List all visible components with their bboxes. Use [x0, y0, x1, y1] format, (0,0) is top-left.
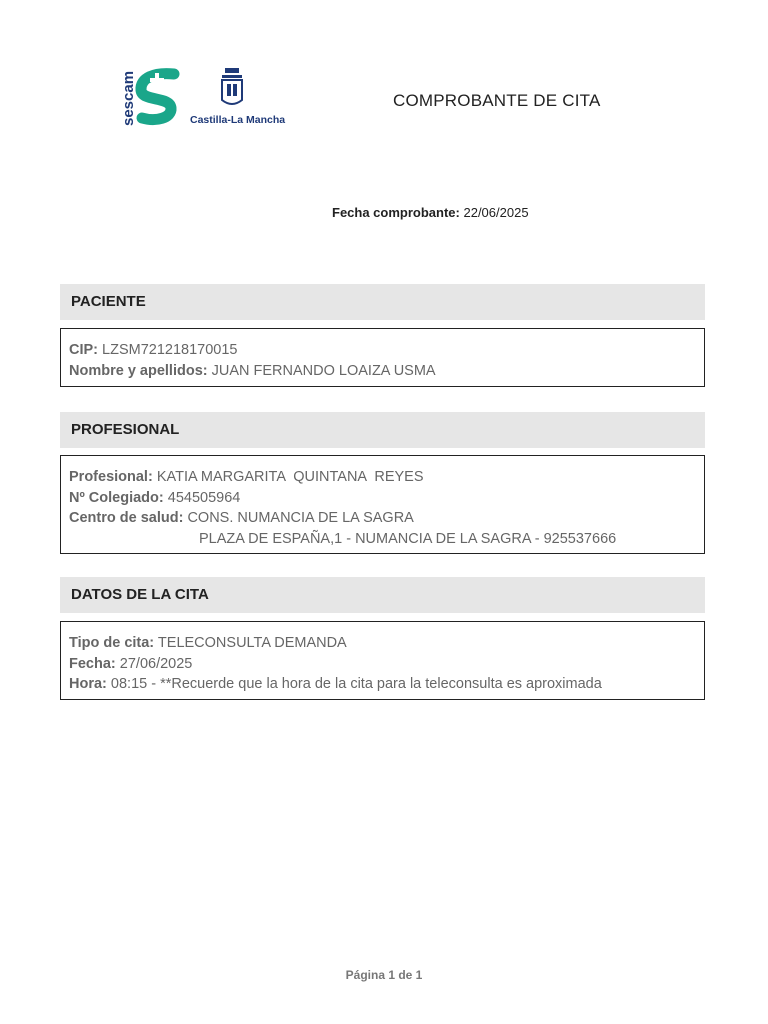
centro-row	[69, 508, 696, 529]
colegiado-row	[69, 488, 696, 509]
hora-label: Hora:	[69, 676, 107, 692]
profesional-value: KATIA MARGARITA QUINTANA REYES	[156, 469, 424, 485]
sescam-logo	[118, 64, 288, 130]
page-number: Página 1 de 1	[345, 968, 423, 982]
castilla-la-mancha-wordmark: Castilla-La Mancha	[190, 114, 286, 126]
cip-value: LZSM721218170015	[102, 342, 238, 358]
fecha-comprobante	[332, 205, 529, 220]
nombre-row	[69, 361, 696, 382]
fecha-cita-value: 27/06/2025	[119, 655, 193, 672]
centro-value: CONS. NUMANCIA DE LA SAGRA	[187, 510, 414, 526]
direccion-row: PLAZA DE ESPAÑA,1 - NUMANCIA DE LA SAGRA - 925537666	[199, 530, 617, 547]
cip-row	[69, 340, 696, 361]
fecha-comprobante-label: Fecha comprobante:	[332, 205, 460, 220]
castilla-la-mancha-emblem-icon	[222, 68, 242, 104]
centro-label: Centro de salud:	[69, 510, 184, 526]
cita-box	[60, 621, 705, 700]
sescam-wordmark: sescam	[120, 70, 137, 126]
section-header-cita: DATOS DE LA CITA	[60, 577, 705, 613]
tipo-row	[69, 633, 696, 654]
fecha-comprobante-value: 22/06/2025	[463, 205, 529, 220]
document-title: COMPROBANTE DE CITA	[393, 91, 601, 110]
profesional-label: Profesional:	[69, 469, 153, 485]
cip-label: CIP:	[69, 342, 98, 358]
section-header-profesional: PROFESIONAL	[60, 412, 705, 448]
profesional-box	[60, 455, 705, 554]
fecha-cita-row	[69, 654, 696, 675]
hora-row	[69, 674, 696, 695]
sescam-s-cross-icon	[141, 73, 174, 120]
nombre-label: Nombre y apellidos:	[69, 362, 208, 379]
colegiado-label: Nº Colegiado:	[69, 489, 164, 506]
nombre-value: JUAN FERNANDO LOAIZA USMA	[211, 362, 436, 379]
logo-area	[118, 64, 288, 130]
tipo-label: Tipo de cita:	[69, 635, 155, 651]
profesional-row	[69, 467, 696, 488]
hora-value: 08:15 - **Recuerde que la hora de la cita para la teleconsulta es aproximada	[110, 676, 602, 692]
fecha-cita-label: Fecha:	[69, 655, 116, 672]
tipo-value: TELECONSULTA DEMANDA	[157, 635, 347, 651]
section-header-paciente: PACIENTE	[60, 284, 705, 320]
colegiado-value: 454505964	[167, 489, 241, 506]
paciente-box	[60, 328, 705, 387]
